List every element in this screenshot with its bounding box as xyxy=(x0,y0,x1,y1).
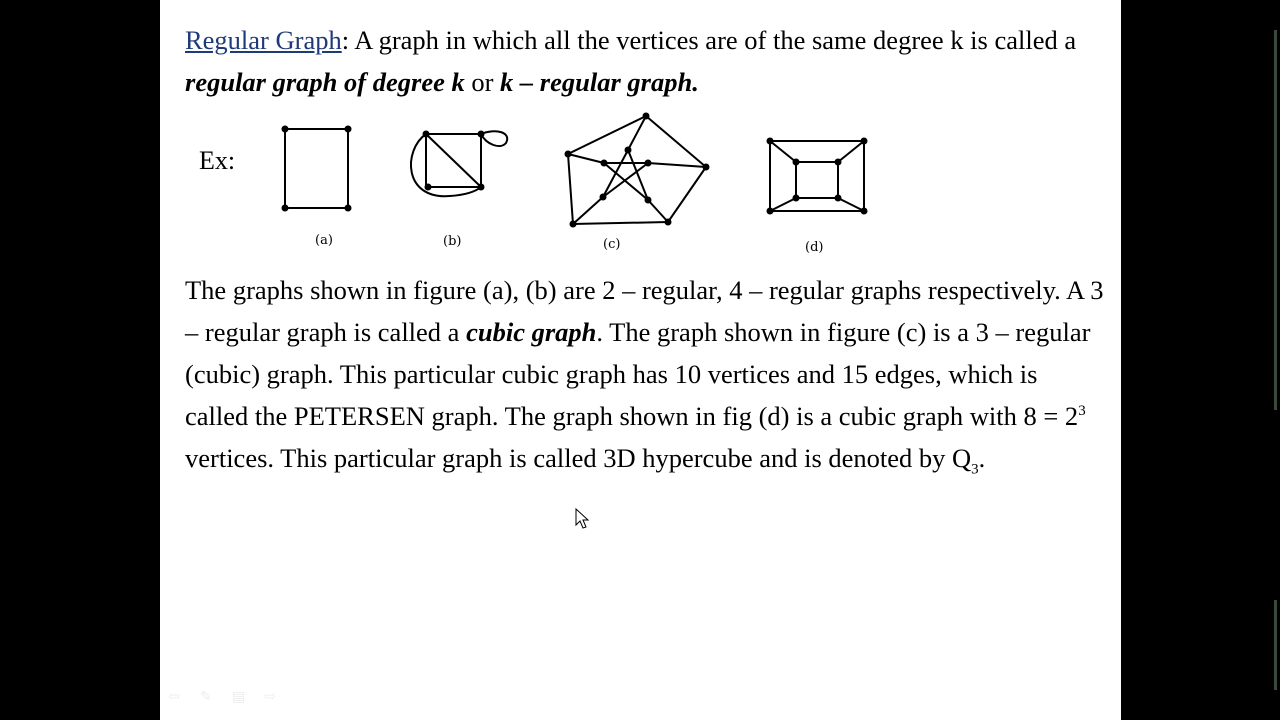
slide xyxy=(160,0,1121,720)
intro-emphasis-2: k – regular graph. xyxy=(500,67,699,97)
window-edge-strip xyxy=(1270,0,1280,720)
title-colon: : xyxy=(341,25,350,55)
superscript-3: 3 xyxy=(1078,403,1086,420)
menu-icon[interactable]: ▤ xyxy=(232,690,246,705)
body-text-3: vertices. This particular graph is called 3D hypercube and is denoted by Q xyxy=(185,443,972,473)
cubic-graph-term: cubic graph xyxy=(466,317,597,347)
slide-navigation[interactable] xyxy=(168,692,282,704)
intro-or: or xyxy=(464,67,501,97)
mouse-cursor-icon xyxy=(575,508,589,530)
graph-b xyxy=(411,131,507,197)
forward-arrow-icon[interactable]: ⇨ xyxy=(264,690,276,705)
graph-figures xyxy=(160,0,1121,270)
body-text-4: . xyxy=(978,443,986,473)
fig-label-c: (c) xyxy=(603,237,621,252)
graph-d-hypercube xyxy=(767,138,868,215)
example-label: Ex: xyxy=(199,146,236,175)
fig-label-a: (a) xyxy=(315,233,333,248)
body-text-1: The graphs shown in figure (a), (b) are 2 – regular, 4 – regular graphs respectively. A 3 – regular graph is called a xyxy=(185,275,1104,347)
slide-title: Regular Graph xyxy=(185,25,342,55)
fig-label-d: (d) xyxy=(805,240,824,255)
intro-text: A graph in which all the vertices are of the same degree k is called a xyxy=(349,25,1077,55)
back-arrow-icon[interactable]: ⇦ xyxy=(168,690,180,705)
graph-c-petersen xyxy=(565,113,710,228)
intro-emphasis-1: regular graph of degree k xyxy=(185,67,465,97)
explanation-paragraph xyxy=(185,269,1105,479)
fig-label-b: (b) xyxy=(443,234,462,249)
body-text-2: . The graph shown in figure (c) is a 3 – regular (cubic) graph. This particular cubic graph has 10 vertices and 15 edges, which is called the PETERSEN graph. The graph shown in fig (d) is a cubic graph with 8 = 2 xyxy=(185,317,1091,431)
pen-icon[interactable]: ✎ xyxy=(200,690,212,705)
graph-a xyxy=(282,126,352,212)
subscript-3: 3 xyxy=(971,461,979,478)
